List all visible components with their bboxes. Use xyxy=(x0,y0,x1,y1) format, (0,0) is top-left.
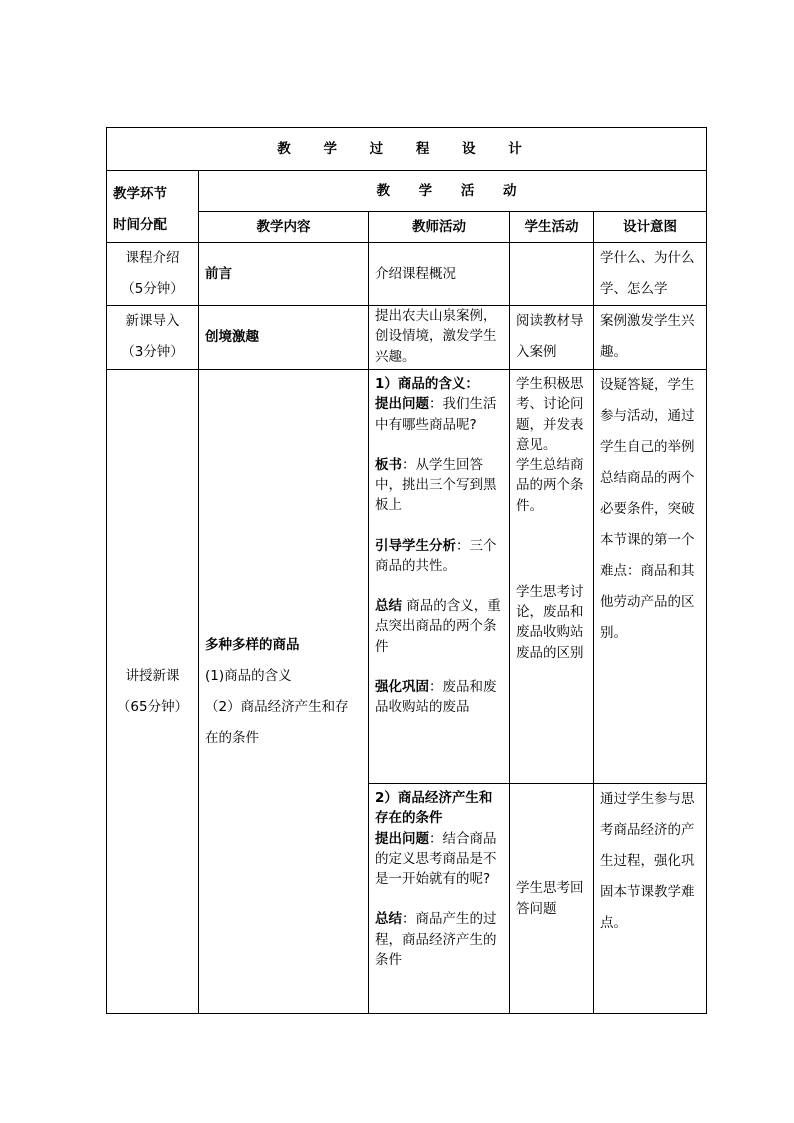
student-activity-cell xyxy=(510,243,594,306)
stage-column-header xyxy=(107,171,199,243)
stage-cell xyxy=(107,306,199,370)
design-intent-cell: 通过学生参与思考商品经济的产生过程，强化巩固本节课教学难点。 xyxy=(594,784,707,1014)
section-title: 2）商品经济产生和存在的条件 xyxy=(375,790,493,827)
table-row xyxy=(107,306,707,370)
summary-text: 总结 商品的含义，重点突出商品的两个条件 xyxy=(375,598,501,655)
stage-header-line1: 教学环节 xyxy=(113,186,167,202)
consolidation-text: 强化巩固：废品和废品收购站的废品 xyxy=(375,678,497,715)
stage-name: 新课导入 xyxy=(125,313,180,329)
content-cell xyxy=(199,370,369,1014)
stage-name: 讲授新课 xyxy=(125,667,180,684)
guide-text: 引导学生分析：三个商品的共性。 xyxy=(375,537,497,574)
table-row xyxy=(107,370,707,784)
teacher-activity-cell: 介绍课程概况 xyxy=(369,243,510,306)
table-title: 教 学 过 程 设 计 xyxy=(107,128,707,171)
stage-cell xyxy=(107,370,199,1014)
design-intent-cell: 案例激发学生兴趣。 xyxy=(594,306,707,370)
col-header-intent: 设计意图 xyxy=(594,212,707,243)
activity-heading: 教 学 活 动 xyxy=(199,171,707,212)
design-intent-cell: 设疑答疑，学生参与活动，通过学生自己的举例总结商品的两个必要条件，突破本节课的第一个难点：商品和其他劳动产品的区别。 xyxy=(594,370,707,784)
content-item: （2）商品经济产生和存在的条件 xyxy=(205,698,349,746)
section-title: 1）商品的含义： xyxy=(375,376,479,392)
summary-text: 总结：商品产生的过程，商品经济产生的条件 xyxy=(375,911,497,968)
student-activity-text: 学生思考讨论，废品和废品收购站废品的区别 xyxy=(516,583,584,661)
student-activity-text: 学生总结商品的两个条件。 xyxy=(516,457,584,514)
board-text: 板书：从学生回答中，挑出三个写到黑板上 xyxy=(375,456,497,514)
col-header-teacher: 教师活动 xyxy=(369,212,510,243)
stage-cell xyxy=(107,243,199,306)
content-cell: 创境激趣 xyxy=(199,306,369,370)
stage-name: 课程介绍 xyxy=(125,250,180,266)
stage-time: （65分钟） xyxy=(116,698,189,715)
table-row xyxy=(107,243,707,306)
student-activity-cell xyxy=(510,370,594,784)
stage-time: （3分钟） xyxy=(121,344,184,360)
teacher-activity-cell xyxy=(369,784,510,1014)
stage-time: （5分钟） xyxy=(121,281,184,297)
col-header-content: 教学内容 xyxy=(199,212,369,243)
teacher-activity-cell xyxy=(369,370,510,784)
student-activity-cell: 学生思考回答问题 xyxy=(510,784,594,1014)
question-text: 提出问题：结合商品的定义思考商品是不是一开始就有的呢? xyxy=(375,830,497,887)
student-activity-text: 学生积极思考、讨论问题，并发表意见。 xyxy=(516,376,584,453)
content-item: (1)商品的含义 xyxy=(205,667,292,684)
teaching-process-table xyxy=(106,127,707,1014)
stage-header-line2: 时间分配 xyxy=(113,217,167,233)
teacher-activity-cell: 提出农夫山泉案例，创设情境，激发学生兴趣。 xyxy=(369,306,510,370)
design-intent-cell: 学什么、为什么学、怎么学 xyxy=(594,243,707,306)
student-activity-cell: 阅读教材导入案例 xyxy=(510,306,594,370)
content-cell: 前言 xyxy=(199,243,369,306)
col-header-student: 学生活动 xyxy=(510,212,594,243)
question-text: 提出问题：我们生活中有哪些商品呢? xyxy=(375,396,497,433)
content-heading: 多种多样的商品 xyxy=(205,636,300,653)
